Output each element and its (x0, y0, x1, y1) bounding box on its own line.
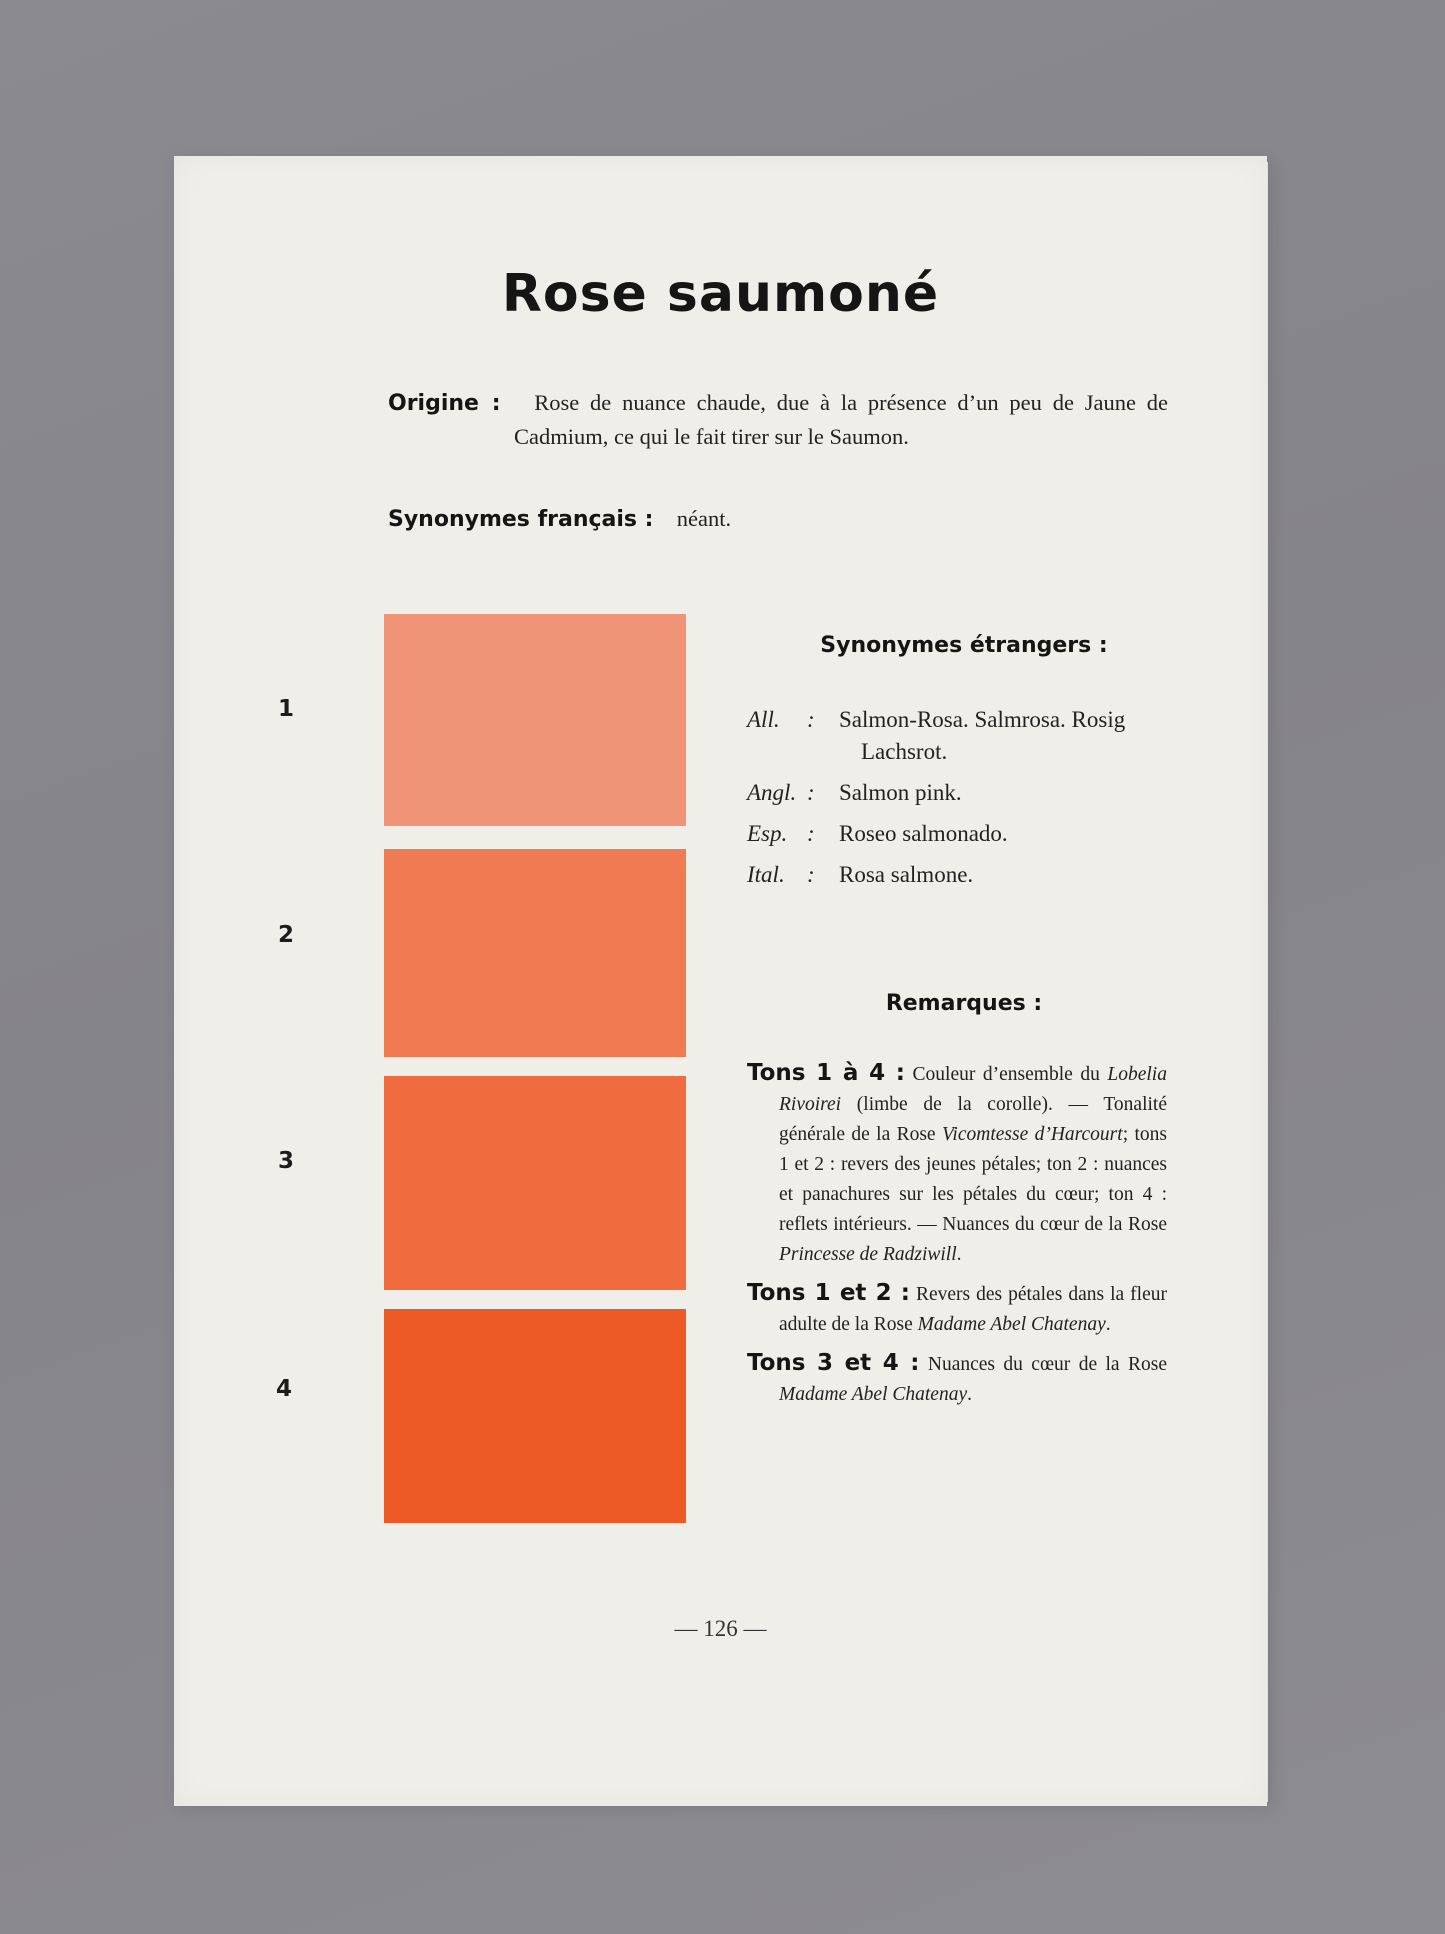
synonym-text: Rosa salmone. (839, 862, 974, 887)
color-swatch-3 (384, 1076, 686, 1290)
remark-item (747, 1058, 1167, 1270)
origin-section (388, 386, 1168, 453)
swatch-number-4: 4 (275, 1376, 292, 1402)
color-swatch-1 (384, 614, 686, 826)
remark-item (747, 1278, 1167, 1340)
remark-label: Tons 1 et 2 : (747, 1280, 910, 1306)
remark-run: (limbe de la corolle). — Tonalité générale de la Rose (779, 1094, 1167, 1145)
italic-name: Vicomtesse d’Harcourt (941, 1124, 1123, 1145)
language-abbrev: Ital. (747, 862, 785, 887)
italic-name: Lobelia Rivoirei (779, 1064, 1167, 1115)
color-swatch-4 (384, 1309, 686, 1523)
swatch-number-3: 3 (277, 1148, 294, 1174)
synonym-text: Roseo salmonado. (839, 821, 1008, 846)
colon: : (807, 821, 815, 846)
remark-item (747, 1348, 1167, 1410)
remark-run: Couleur d’ensemble du (904, 1064, 1108, 1085)
colon: : (807, 707, 815, 732)
remark-run: . (967, 1384, 972, 1405)
synonym-text: Salmon-Rosa. Salmrosa. Rosig Lachsrot. (839, 707, 1126, 764)
french-synonyms-label: Synonymes français : (388, 507, 654, 532)
italic-name: Princesse de Radziwill (779, 1244, 957, 1265)
synonym-text: Salmon pink. (839, 780, 962, 805)
remark-run: ; tons 1 et 2 : revers des jeunes pétales; ton 2 : nuances et panachures sur les pétales du cœur; ton 4 : reflets intérieurs. — Nuances du cœur de la Rose (779, 1124, 1167, 1235)
language-abbrev: All. (747, 707, 780, 732)
origin-label: Origine : (388, 391, 501, 416)
swatch-number-2: 2 (277, 922, 294, 948)
remark-run: Nuances du cœur de la Rose (919, 1354, 1167, 1375)
language-abbrev: Esp. (747, 821, 788, 846)
color-swatch-2 (384, 849, 686, 1057)
remark-run: . (956, 1244, 962, 1265)
remarks-list (747, 1058, 1167, 1418)
italic-name: Madame Abel Chatenay (779, 1384, 968, 1405)
remarks-heading: Remarques : (885, 991, 1043, 1016)
italic-name: Madame Abel Chatenay (917, 1314, 1106, 1335)
swatch-number-1: 1 (277, 696, 294, 722)
document-page (174, 156, 1267, 1806)
remark-text (779, 1064, 1167, 1265)
remark-run: . (1105, 1314, 1111, 1335)
colon: : (807, 780, 815, 805)
foreign-synonym-english (747, 777, 1167, 809)
remark-label: Tons 1 à 4 : (747, 1060, 905, 1086)
colon: : (807, 862, 815, 887)
foreign-synonyms-list (747, 704, 1167, 900)
foreign-synonym-spanish (747, 818, 1167, 850)
page-number: — 126 — (674, 1616, 767, 1641)
language-abbrev: Angl. (747, 780, 797, 805)
foreign-synonym-german (747, 704, 1167, 768)
foreign-synonyms-heading: Synonymes étrangers : (820, 633, 1108, 658)
french-synonyms (388, 506, 731, 532)
foreign-synonym-italian (747, 859, 1167, 891)
remark-run: Revers des pétales dans la fleur adulte de la Rose (779, 1284, 1167, 1335)
remark-label: Tons 3 et 4 : (747, 1350, 920, 1376)
page-title: Rose saumoné (501, 264, 940, 324)
french-synonyms-value: néant. (676, 506, 732, 531)
origin-text: Rose de nuance chaude, due à la présence d’un peu de Jaune de Cadmium, ce qui le fait tirer sur le Saumon. (514, 390, 1169, 449)
